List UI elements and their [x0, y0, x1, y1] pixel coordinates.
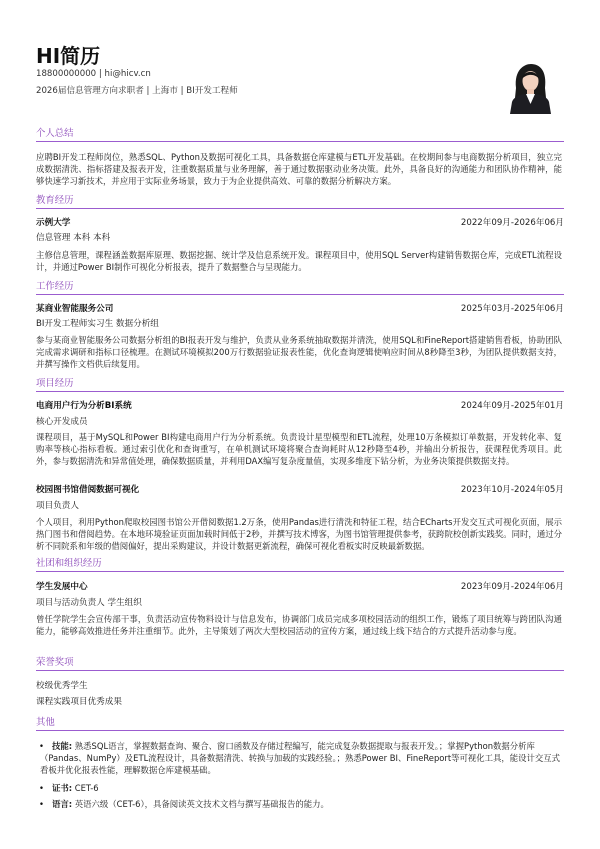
section-title-clubs: 社团和组织经历: [36, 556, 564, 572]
other-item-certificates: [40, 782, 560, 794]
project-2-description: 个人项目，利用Python爬取校园图书馆公开借阅数据1.2万条，使用Pandas进行清洗和特征工程，结合ECharts开发交互式可视化页面，展示热门图书和借阅趋势。在本地环境验证页面加载时间低于2秒，并撰写技术博客，为图书馆管理提供参考，获跨院校创新实践奖。同时，通过分析不同院系和年级的借阅偏好，提出采购建议，并设计数据更新流程，确保可视化看板实时反映最新数据。: [36, 517, 562, 552]
project-2-date: 2023年10月-2024年05月: [460, 485, 564, 495]
work-role: BI开发工程师实习生 数据分析组: [36, 319, 159, 329]
club-date: 2023年09月-2024年06月: [460, 582, 564, 592]
project-1-name: 电商用户行为分析BI系统: [36, 401, 132, 411]
club-description: 曾任学院学生会宣传部干事，负责活动宣传物料设计与信息发布，协调部门成员完成多项校园活动的组织工作，锻炼了项目统筹与跨团队沟通能力，能够高效推进任务并注重细节。此外，主导策划了两次大型校园活动的宣传方案，通过线上线下结合的方式提升活动参与度。: [36, 614, 562, 637]
skills-text: 熟悉SQL语言，掌握数据查询、聚合、窗口函数及存储过程编写，能完成复杂数据提取与报表开发。；掌握Python数据分析库（Pandas、NumPy）及ETL流程设计，具备数据清洗、转换与加载的实践经验。；熟悉Power BI、FineReport等可视化工具，能设计交互式看板并优化报表性能，理解数据仓库建模基础。: [40, 741, 560, 776]
education-description: 主修信息管理，课程涵盖数据库原理、数据挖掘、统计学及信息系统开发。课程项目中，使用SQL Server构建销售数据仓库，完成ETL流程设计，并通过Power BI制作可视化分析报表，提升了数据整合与呈现能力。: [36, 250, 562, 273]
school-name: 示例大学: [36, 218, 71, 228]
certificates-text: CET-6: [74, 783, 99, 793]
contact-info: 18800000000 | hi@hicv.cn: [36, 69, 151, 79]
club-name: 学生发展中心: [36, 582, 88, 592]
work-description: 参与某商业智能服务公司数据分析组的BI报表开发与维护，负责从业务系统抽取数据并清洗，使用SQL和FineReport搭建销售看板，协助团队完成需求调研和指标口径梳理。在测试环境模拟200万行数据验证报表性能，优化查询逻辑使响应时间从8秒降至3秒，为团队提供数据支持，并撰写操作文档供后续复用。: [36, 335, 562, 370]
job-intent: 2026届信息管理方向求职者 | 上海市 | BI开发工程师: [36, 86, 238, 96]
section-title-summary: 个人总结: [36, 126, 564, 142]
work-header: [36, 303, 564, 316]
education-major: 信息管理 本科 本科: [36, 233, 111, 243]
project-1-header: [36, 400, 564, 413]
work-date: 2025年03月-2025年06月: [460, 304, 564, 314]
project-2-role: 项目负责人: [36, 501, 79, 511]
project-1-description: 课程项目，基于MySQL和Power BI构建电商用户行为分析系统。负责设计星型模型和ETL流程，处理10万条模拟订单数据，开发转化率、复购率等核心指标看板。通过索引优化和查询重写，在单机测试环境将聚合查询耗时从12秒降至4秒，并输出分析报告，获课程优秀项目。此外，参与数据清洗和异常值处理，确保数据质量，并利用DAX编写复杂度量值，实现多维度下钻分析，为业务决策提供数据支持。: [36, 432, 562, 467]
project-1-role: 核心开发成员: [36, 417, 88, 427]
section-title-work: 工作经历: [36, 279, 564, 295]
company-name: 某商业智能服务公司: [36, 304, 114, 314]
section-title-projects: 项目经历: [36, 376, 564, 392]
section-title-other: 其他: [36, 715, 564, 731]
section-title-awards: 荣誉奖项: [36, 655, 564, 671]
languages-text: 英语六级（CET-6），具备阅读英文技术文档与撰写基础报告的能力。: [74, 799, 329, 809]
project-1-date: 2024年09月-2025年01月: [460, 401, 564, 411]
education-header: [36, 217, 564, 230]
award-item: 课程实践项目优秀成果: [36, 697, 122, 707]
section-title-education: 教育经历: [36, 193, 564, 209]
club-role: 项目与活动负责人 学生组织: [36, 598, 142, 608]
project-2-header: [36, 484, 564, 497]
languages-label: 语言:: [52, 799, 73, 809]
certificates-label: 证书:: [52, 783, 73, 793]
resume-title: HI简历: [36, 44, 101, 68]
other-item-skills: [40, 740, 560, 776]
other-item-languages: [40, 798, 560, 810]
education-date: 2022年09月-2026年06月: [460, 218, 564, 228]
award-item: 校级优秀学生: [36, 681, 88, 691]
skills-label: 技能:: [52, 741, 73, 751]
summary-text: 应聘BI开发工程师岗位，熟悉SQL、Python及数据可视化工具，具备数据仓库建模与ETL开发基础。在校期间参与电商数据分析项目，独立完成数据清洗、指标搭建及报表开发，注重数据质量与业务理解，善于通过数据驱动业务决策。此外，具备良好的沟通能力和团队协作精神，能够快速学习新技术，并应用于实际业务场景，致力于为企业提供高效、可靠的数据分析解决方案。: [36, 152, 562, 187]
club-header: [36, 581, 564, 594]
project-2-name: 校园图书馆借阅数据可视化: [36, 485, 140, 495]
profile-photo: [504, 58, 556, 114]
